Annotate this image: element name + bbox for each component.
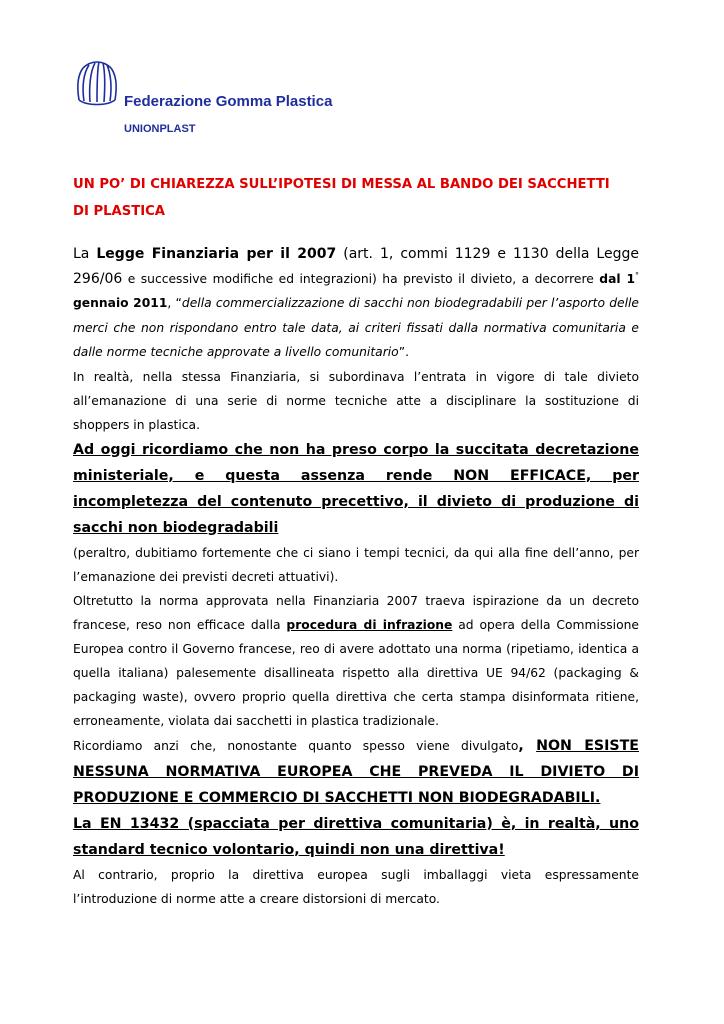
p1-italic-quote: della commercializzazione di sacchi non biodegradabili per l’asporto delle merci che non rispondano entro tale data, ai criteri fissati dalla normativa comunitaria e dalle norme tecniche approvate a livello comunitario [73,296,639,359]
paragraph-2: In realtà, nella stessa Finanziaria, si subordinava l’entrata in vigore di tale divieto all’emanazione di una serie di norme tecniche atte a disciplinare la sostituzione di shoppers in plastica. [73,369,639,432]
paragraph-1 [73,242,639,365]
p1-quote-open: “ [175,296,182,310]
p1-text-1: La [73,246,97,262]
title-line-2: DI PLASTICA [73,204,166,219]
paragraph-4 [73,589,639,733]
p1-bold-1: Legge Finanziaria per il 2007 [96,246,337,262]
document-body [73,242,639,911]
p1-bold-3: gennaio 2011 [73,296,168,310]
p3-underlined-statement: Ad oggi ricordiamo che non ha preso corpo la succitata decretazione ministeriale, e questa assenza rende NON EFFICACE, per incompletezza del contenuto precettivo, il divieto di produzione di sacchi non biodegradabili [73,441,639,536]
org-subtitle: UNIONPLAST [124,123,196,135]
p6-underlined-statement: La EN 13432 (spacciata per direttiva comunitaria) è, in realtà, uno standard tecnico volontario, quindi non una direttiva! [73,815,639,858]
paragraph-7: Al contrario, proprio la direttiva europea sugli imballaggi vieta espressamente l’introduzione di norme atte a creare distorsioni di mercato. [73,867,639,906]
p5-comma: , [518,737,537,754]
p1-degree-sup: ° [635,270,639,280]
paragraph-3b [73,541,639,589]
paragraph-5 [73,733,639,811]
p1-text-4: successive modifiche ed integrazioni) ha previsto il divieto, a decorrere [140,271,600,286]
p4-text-2: ad opera della Commissione Europea contro il Governo francese, reo di avere adottato una norma (ripetiamo, identica a quella italiana) palesemente disallineata rispetto alla direttiva UE 94/62 (packaging & packaging waste), ovvero proprio quella direttiva che certa stampa disinformata ritiene, erroneamente, violata dai sacchetti in plastica tradizionale. [73,617,639,728]
page-title [73,171,639,225]
shell-logo-icon [73,60,121,108]
p1-text-2: (art. 1, commi 1129 e 1130 della Legge 296/06 [73,246,639,287]
p4-underlined-link-text: procedura di infrazione [286,617,453,632]
p5-underlined-statement: NON ESISTE NESSUNA NORMATIVA EUROPEA CHE PREVEDA IL DIVIETO DI PRODUZIONE E COMMERCIO DI SACCHETTI NON BIODEGRADABILI. [73,737,639,806]
p3-text: (peraltro, dubitiamo fortemente che ci siano i tempi tecnici, da qui alla fine dell’anno, per l’emanazione dei previsti decreti attuativi). [73,545,639,584]
p4-text-1: Oltretutto la norma approvata nella Finanziaria 2007 traeva ispirazione da un decreto francese, reso non efficace dalla [73,593,639,632]
title-line-1: UN PO’ DI CHIAREZZA SULL’IPOTESI DI MESSA AL BANDO DEI SACCHETTI [73,177,610,192]
p1-bold-2: dal 1 [599,271,635,286]
p1-text-5: , [167,296,172,310]
paragraph-6 [73,811,639,863]
p1-text-3: e [122,271,136,286]
org-name: Federazione Gomma Plastica [124,93,333,110]
p1-quote-close: ”. [398,345,409,359]
paragraph-3 [73,437,639,541]
p5-text: Ricordiamo anzi che, nonostante quanto spesso viene divulgato [73,738,519,753]
